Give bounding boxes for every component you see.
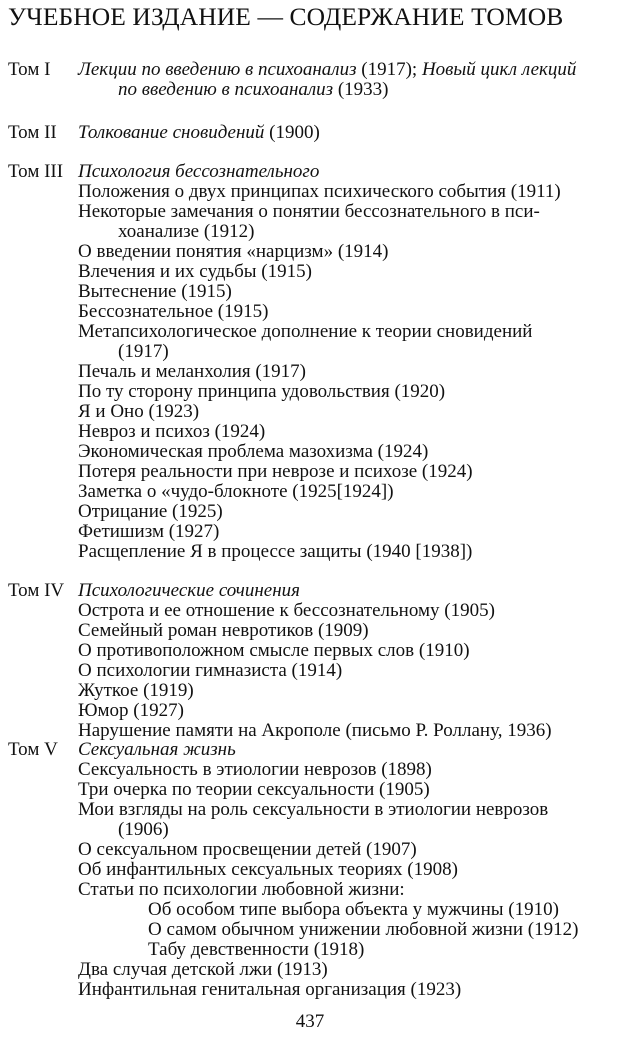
volume-title-year: (1900) xyxy=(264,122,320,143)
toc-entry: Экономическая проблема мазохизма (1924) xyxy=(78,441,429,462)
toc-entry: Острота и ее отношение к бессознательному (1905) xyxy=(78,600,495,621)
volume-title-italic: Сексуальная жизнь xyxy=(78,739,236,760)
entry-list xyxy=(78,182,618,562)
toc-entry: Фетишизм (1927) xyxy=(78,521,220,542)
volume-title xyxy=(78,123,320,143)
toc-entry: Бессознательное (1915) xyxy=(78,301,269,322)
toc-entry: Невроз и психоз (1924) xyxy=(78,421,266,442)
toc-entry: О сексуальном просвещении детей (1907) xyxy=(78,839,417,860)
volume-title-italic: Психологические сочинения xyxy=(78,580,300,601)
toc-entry: Сексуальность в этиологии неврозов (1898) xyxy=(78,759,432,780)
toc-subentry: О самом обычном унижении любовной жизни (1912) xyxy=(148,919,579,940)
toc-subentry: Об особом типе выбора объекта у мужчины (1910) xyxy=(148,899,559,920)
volume-title-year: (1917); xyxy=(356,59,422,80)
volume-title-continuation xyxy=(118,80,388,100)
volume-title-italic: по введению в психоанализ xyxy=(118,79,334,100)
volume-title-italic: Толкование сновидений xyxy=(78,122,265,143)
volume-title xyxy=(78,60,576,80)
toc-entry-line: Некоторые замечания о понятии бессознательного в пси- xyxy=(78,201,540,222)
volume-title-italic: Новый цикл лекций xyxy=(421,59,577,80)
entry-list xyxy=(78,601,618,741)
volume-title-italic: Лекции по введению в психоанализ xyxy=(78,59,357,80)
page-title: УЧЕБНОЕ ИЗДАНИЕ — СОДЕРЖАНИЕ ТОМОВ xyxy=(8,2,564,31)
toc-entry: Юмор (1927) xyxy=(78,700,184,721)
toc-entry: Печаль и меланхолия (1917) xyxy=(78,361,307,382)
toc-entry: Два случая детской лжи (1913) xyxy=(78,959,328,980)
toc-entry-continuation: (1917) xyxy=(118,341,169,362)
toc-entry-line: Метапсихологическое дополнение к теории сновидений xyxy=(78,321,533,342)
toc-entry: Потеря реальности при неврозе и психозе (1924) xyxy=(78,461,473,482)
toc-entry: Три очерка по теории сексуальности (1905) xyxy=(78,779,430,800)
toc-entry: Влечения и их судьбы (1915) xyxy=(78,261,312,282)
volume-title-italic: Психология бессознательного xyxy=(78,161,320,182)
toc-entry: Положения о двух принципах психического события (1911) xyxy=(78,181,561,202)
volume-title xyxy=(78,581,300,601)
toc-entry xyxy=(78,202,618,242)
volume-title xyxy=(78,162,319,182)
toc-entry: Семейный роман невротиков (1909) xyxy=(78,620,369,641)
page-number: 437 xyxy=(295,1011,325,1032)
toc-entry: Нарушение памяти на Акрополе (письмо Р. Роллану, 1936) xyxy=(78,720,552,741)
toc-entry: Расщепление Я в процессе защиты (1940 [1938]) xyxy=(78,541,473,562)
toc-entry xyxy=(78,800,618,840)
toc-entry xyxy=(78,322,618,362)
toc-entry: О противоположном смысле первых слов (1910) xyxy=(78,640,470,661)
toc-entry: Жуткое (1919) xyxy=(78,680,194,701)
volume-label: Том III xyxy=(8,161,64,182)
volume-label: Том IV xyxy=(8,580,65,601)
toc-entry: Отрицание (1925) xyxy=(78,501,223,522)
entry-list xyxy=(78,760,618,1000)
toc-entry: По ту сторону принципа удовольствия (1920) xyxy=(78,381,446,402)
toc-entry: О введении понятия «нарцизм» (1914) xyxy=(78,241,389,262)
toc-entry-continuation: хоанализе (1912) xyxy=(118,221,255,242)
toc-entry: Заметка о «чудо-блокноте (1925[1924]) xyxy=(78,481,394,502)
volume-title-year: (1933) xyxy=(333,79,389,100)
volume-label: Том V xyxy=(8,739,58,760)
toc-entry: Я и Оно (1923) xyxy=(78,401,200,422)
toc-entry: Об инфантильных сексуальных теориях (1908) xyxy=(78,859,458,880)
volume-label: Том I xyxy=(8,59,51,80)
toc-entry: Вытеснение (1915) xyxy=(78,281,232,302)
toc-entry-line: Мои взгляды на роль сексуальности в этиологии неврозов xyxy=(78,799,549,820)
toc-subentry: Табу девственности (1918) xyxy=(148,939,365,960)
toc-entry: О психологии гимназиста (1914) xyxy=(78,660,343,681)
toc-entry: Статьи по психологии любовной жизни: xyxy=(78,879,405,900)
toc-entry: Инфантильная генитальная организация (1923) xyxy=(78,979,462,1000)
toc-entry-continuation: (1906) xyxy=(118,819,169,840)
volume-title xyxy=(78,740,236,760)
volume-label: Том II xyxy=(8,122,57,143)
